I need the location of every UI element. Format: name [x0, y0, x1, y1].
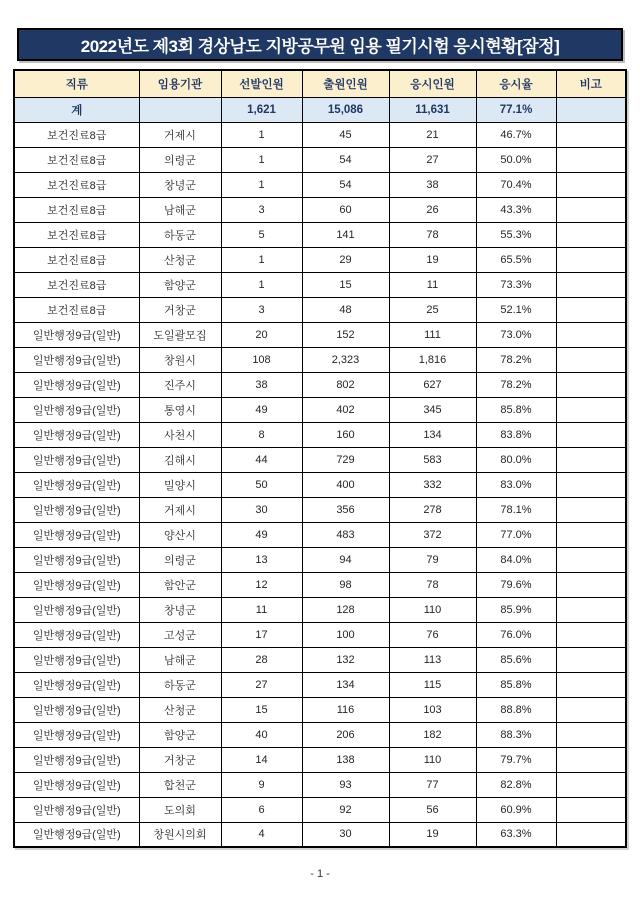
- cell-category: 일반행정9급(일반): [14, 572, 139, 597]
- cell-note: [556, 372, 626, 397]
- cell-agency: 고성군: [139, 622, 221, 647]
- cell-note: [556, 472, 626, 497]
- cell-rate: 63.3%: [476, 822, 556, 847]
- cell-note: [556, 647, 626, 672]
- cell-note: [556, 197, 626, 222]
- cell-rate: 83.8%: [476, 422, 556, 447]
- cell-category: 일반행정9급(일반): [14, 447, 139, 472]
- cell-agency: 도일괄모집: [139, 322, 221, 347]
- cell-category: 일반행정9급(일반): [14, 522, 139, 547]
- cell-agency: 산청군: [139, 697, 221, 722]
- cell-applied: 141: [302, 222, 389, 247]
- table-header-row: [14, 70, 626, 97]
- cell-attended: 27: [389, 147, 476, 172]
- cell-note: [556, 297, 626, 322]
- cell-applied: 29: [302, 247, 389, 272]
- cell-note: [556, 772, 626, 797]
- cell-selected: 27: [221, 672, 302, 697]
- cell-applied: 206: [302, 722, 389, 747]
- cell-applied: 100: [302, 622, 389, 647]
- cell-note: [556, 247, 626, 272]
- cell-selected: 1: [221, 247, 302, 272]
- total-row: [14, 97, 626, 122]
- cell-note: [556, 347, 626, 372]
- cell-selected: 5: [221, 222, 302, 247]
- cell-category: 보건진료8급: [14, 272, 139, 297]
- cell-category: 일반행정9급(일반): [14, 347, 139, 372]
- cell-agency: 하동군: [139, 222, 221, 247]
- cell-selected: 49: [221, 522, 302, 547]
- table-row: [14, 247, 626, 272]
- cell-category: 일반행정9급(일반): [14, 597, 139, 622]
- cell-rate: 46.7%: [476, 122, 556, 147]
- cell-rate: 52.1%: [476, 297, 556, 322]
- cell-attended: 79: [389, 547, 476, 572]
- cell-applied: 30: [302, 822, 389, 847]
- table-row: [14, 122, 626, 147]
- cell-attended: 38: [389, 172, 476, 197]
- cell-applied: 54: [302, 147, 389, 172]
- column-header-note: 비고: [556, 70, 626, 97]
- cell-note: [556, 672, 626, 697]
- cell-rate: 73.0%: [476, 322, 556, 347]
- table-row: [14, 772, 626, 797]
- cell-agency: 사천시: [139, 422, 221, 447]
- cell-attended: 583: [389, 447, 476, 472]
- cell-rate: 88.3%: [476, 722, 556, 747]
- cell-agency: 하동군: [139, 672, 221, 697]
- cell-category: 일반행정9급(일반): [14, 622, 139, 647]
- cell-attended: 77: [389, 772, 476, 797]
- table-row: [14, 322, 626, 347]
- cell-applied: 152: [302, 322, 389, 347]
- cell-note: [556, 697, 626, 722]
- cell-rate: 78.1%: [476, 497, 556, 522]
- cell-selected: 4: [221, 822, 302, 847]
- cell-rate: 78.2%: [476, 347, 556, 372]
- cell-rate: 84.0%: [476, 547, 556, 572]
- cell-attended: 25: [389, 297, 476, 322]
- cell-applied: 132: [302, 647, 389, 672]
- cell-attended: 113: [389, 647, 476, 672]
- cell-agency: 창원시의회: [139, 822, 221, 847]
- cell-attended: 78: [389, 222, 476, 247]
- total-cell-attended: 11,631: [389, 97, 476, 122]
- cell-agency: 통영시: [139, 397, 221, 422]
- cell-selected: 40: [221, 722, 302, 747]
- cell-rate: 80.0%: [476, 447, 556, 472]
- cell-rate: 82.8%: [476, 772, 556, 797]
- table-row: [14, 497, 626, 522]
- cell-selected: 1: [221, 272, 302, 297]
- total-cell-applied: 15,086: [302, 97, 389, 122]
- total-cell-note: [556, 97, 626, 122]
- cell-category: 일반행정9급(일반): [14, 472, 139, 497]
- cell-agency: 창원시: [139, 347, 221, 372]
- cell-applied: 134: [302, 672, 389, 697]
- cell-rate: 50.0%: [476, 147, 556, 172]
- cell-agency: 밀양시: [139, 472, 221, 497]
- cell-note: [556, 147, 626, 172]
- cell-category: 일반행정9급(일반): [14, 722, 139, 747]
- cell-agency: 의령군: [139, 547, 221, 572]
- cell-note: [556, 597, 626, 622]
- cell-applied: 48: [302, 297, 389, 322]
- table-row: [14, 172, 626, 197]
- cell-agency: 거제시: [139, 122, 221, 147]
- cell-note: [556, 572, 626, 597]
- column-header-attended: 응시인원: [389, 70, 476, 97]
- cell-rate: 85.8%: [476, 397, 556, 422]
- cell-applied: 356: [302, 497, 389, 522]
- cell-selected: 30: [221, 497, 302, 522]
- cell-attended: 110: [389, 747, 476, 772]
- cell-note: [556, 747, 626, 772]
- cell-agency: 양산시: [139, 522, 221, 547]
- cell-category: 일반행정9급(일반): [14, 497, 139, 522]
- cell-category: 일반행정9급(일반): [14, 422, 139, 447]
- cell-category: 일반행정9급(일반): [14, 397, 139, 422]
- cell-selected: 50: [221, 472, 302, 497]
- cell-rate: 85.8%: [476, 672, 556, 697]
- cell-note: [556, 222, 626, 247]
- cell-category: 일반행정9급(일반): [14, 772, 139, 797]
- cell-applied: 98: [302, 572, 389, 597]
- cell-agency: 남해군: [139, 647, 221, 672]
- cell-agency: 창녕군: [139, 172, 221, 197]
- cell-selected: 6: [221, 797, 302, 822]
- cell-category: 일반행정9급(일반): [14, 372, 139, 397]
- column-header-applied: 출원인원: [302, 70, 389, 97]
- cell-category: 보건진료8급: [14, 297, 139, 322]
- table-row: [14, 297, 626, 322]
- table-row: [14, 597, 626, 622]
- cell-rate: 85.6%: [476, 647, 556, 672]
- cell-rate: 76.0%: [476, 622, 556, 647]
- cell-selected: 17: [221, 622, 302, 647]
- cell-selected: 1: [221, 122, 302, 147]
- cell-selected: 8: [221, 422, 302, 447]
- cell-attended: 76: [389, 622, 476, 647]
- cell-applied: 400: [302, 472, 389, 497]
- cell-agency: 거창군: [139, 297, 221, 322]
- cell-selected: 12: [221, 572, 302, 597]
- cell-applied: 160: [302, 422, 389, 447]
- cell-rate: 70.4%: [476, 172, 556, 197]
- total-cell-agency: [139, 97, 221, 122]
- cell-attended: 11: [389, 272, 476, 297]
- cell-category: 일반행정9급(일반): [14, 322, 139, 347]
- cell-selected: 38: [221, 372, 302, 397]
- cell-category: 보건진료8급: [14, 147, 139, 172]
- cell-rate: 73.3%: [476, 272, 556, 297]
- table-row: [14, 572, 626, 597]
- table-row: [14, 797, 626, 822]
- cell-applied: 93: [302, 772, 389, 797]
- cell-note: [556, 422, 626, 447]
- cell-agency: 함안군: [139, 572, 221, 597]
- cell-applied: 94: [302, 547, 389, 572]
- table-row: [14, 672, 626, 697]
- cell-applied: 483: [302, 522, 389, 547]
- cell-rate: 78.2%: [476, 372, 556, 397]
- cell-applied: 45: [302, 122, 389, 147]
- table-row: [14, 622, 626, 647]
- cell-attended: 182: [389, 722, 476, 747]
- cell-rate: 88.8%: [476, 697, 556, 722]
- total-cell-selected: 1,621: [221, 97, 302, 122]
- cell-category: 일반행정9급(일반): [14, 747, 139, 772]
- table-row: [14, 397, 626, 422]
- cell-applied: 15: [302, 272, 389, 297]
- cell-attended: 115: [389, 672, 476, 697]
- table-row: [14, 372, 626, 397]
- cell-selected: 1: [221, 172, 302, 197]
- cell-applied: 2,323: [302, 347, 389, 372]
- cell-selected: 28: [221, 647, 302, 672]
- cell-note: [556, 622, 626, 647]
- cell-note: [556, 122, 626, 147]
- cell-note: [556, 497, 626, 522]
- cell-applied: 54: [302, 172, 389, 197]
- cell-selected: 13: [221, 547, 302, 572]
- cell-attended: 21: [389, 122, 476, 147]
- cell-selected: 3: [221, 297, 302, 322]
- cell-category: 보건진료8급: [14, 172, 139, 197]
- cell-selected: 20: [221, 322, 302, 347]
- total-cell-category: 계: [14, 97, 139, 122]
- cell-agency: 창녕군: [139, 597, 221, 622]
- total-cell-rate: 77.1%: [476, 97, 556, 122]
- cell-applied: 138: [302, 747, 389, 772]
- cell-rate: 65.5%: [476, 247, 556, 272]
- cell-category: 일반행정9급(일반): [14, 797, 139, 822]
- cell-category: 보건진료8급: [14, 197, 139, 222]
- cell-rate: 55.3%: [476, 222, 556, 247]
- cell-note: [556, 397, 626, 422]
- cell-attended: 345: [389, 397, 476, 422]
- cell-agency: 도의회: [139, 797, 221, 822]
- cell-category: 일반행정9급(일반): [14, 697, 139, 722]
- table-row: [14, 647, 626, 672]
- cell-agency: 함양군: [139, 722, 221, 747]
- table-row: [14, 722, 626, 747]
- cell-agency: 거제시: [139, 497, 221, 522]
- cell-note: [556, 447, 626, 472]
- cell-attended: 26: [389, 197, 476, 222]
- cell-selected: 1: [221, 147, 302, 172]
- cell-attended: 372: [389, 522, 476, 547]
- table-row: [14, 222, 626, 247]
- cell-attended: 78: [389, 572, 476, 597]
- table-row: [14, 272, 626, 297]
- cell-category: 보건진료8급: [14, 247, 139, 272]
- cell-agency: 함양군: [139, 272, 221, 297]
- cell-agency: 남해군: [139, 197, 221, 222]
- table-row: [14, 822, 626, 847]
- cell-attended: 103: [389, 697, 476, 722]
- table-row: [14, 747, 626, 772]
- cell-attended: 56: [389, 797, 476, 822]
- cell-rate: 85.9%: [476, 597, 556, 622]
- cell-agency: 진주시: [139, 372, 221, 397]
- cell-applied: 802: [302, 372, 389, 397]
- cell-rate: 60.9%: [476, 797, 556, 822]
- cell-note: [556, 547, 626, 572]
- table-row: [14, 447, 626, 472]
- cell-note: [556, 797, 626, 822]
- cell-agency: 김해시: [139, 447, 221, 472]
- column-header-rate: 응시율: [476, 70, 556, 97]
- cell-category: 일반행정9급(일반): [14, 672, 139, 697]
- cell-selected: 9: [221, 772, 302, 797]
- cell-note: [556, 172, 626, 197]
- cell-applied: 116: [302, 697, 389, 722]
- cell-attended: 332: [389, 472, 476, 497]
- table-row: [14, 197, 626, 222]
- cell-attended: 134: [389, 422, 476, 447]
- cell-applied: 92: [302, 797, 389, 822]
- cell-attended: 110: [389, 597, 476, 622]
- cell-selected: 15: [221, 697, 302, 722]
- table-row: [14, 522, 626, 547]
- document-title: 2022년도 제3회 경상남도 지방공무원 임용 필기시험 응시현황[잠정]: [17, 28, 623, 61]
- cell-rate: 79.7%: [476, 747, 556, 772]
- table-row: [14, 547, 626, 572]
- cell-category: 보건진료8급: [14, 222, 139, 247]
- cell-agency: 거창군: [139, 747, 221, 772]
- cell-attended: 1,816: [389, 347, 476, 372]
- cell-applied: 729: [302, 447, 389, 472]
- cell-applied: 60: [302, 197, 389, 222]
- cell-note: [556, 822, 626, 847]
- cell-category: 일반행정9급(일반): [14, 547, 139, 572]
- cell-attended: 627: [389, 372, 476, 397]
- cell-agency: 합천군: [139, 772, 221, 797]
- cell-attended: 19: [389, 822, 476, 847]
- cell-agency: 산청군: [139, 247, 221, 272]
- cell-selected: 11: [221, 597, 302, 622]
- cell-rate: 77.0%: [476, 522, 556, 547]
- cell-note: [556, 722, 626, 747]
- table-row: [14, 347, 626, 372]
- table-row: [14, 422, 626, 447]
- table-row: [14, 147, 626, 172]
- cell-selected: 44: [221, 447, 302, 472]
- cell-applied: 402: [302, 397, 389, 422]
- cell-rate: 83.0%: [476, 472, 556, 497]
- column-header-agency: 임용기관: [139, 70, 221, 97]
- cell-category: 일반행정9급(일반): [14, 822, 139, 847]
- cell-selected: 49: [221, 397, 302, 422]
- cell-attended: 278: [389, 497, 476, 522]
- cell-category: 보건진료8급: [14, 122, 139, 147]
- cell-category: 일반행정9급(일반): [14, 647, 139, 672]
- table-row: [14, 697, 626, 722]
- cell-selected: 3: [221, 197, 302, 222]
- column-header-category: 직류: [14, 70, 139, 97]
- cell-agency: 의령군: [139, 147, 221, 172]
- cell-note: [556, 322, 626, 347]
- page-number: - 1 -: [310, 868, 330, 880]
- cell-attended: 111: [389, 322, 476, 347]
- cell-selected: 14: [221, 747, 302, 772]
- cell-applied: 128: [302, 597, 389, 622]
- table-row: [14, 472, 626, 497]
- cell-attended: 19: [389, 247, 476, 272]
- cell-rate: 43.3%: [476, 197, 556, 222]
- cell-rate: 79.6%: [476, 572, 556, 597]
- cell-note: [556, 522, 626, 547]
- exam-status-table: [13, 69, 627, 848]
- cell-note: [556, 272, 626, 297]
- column-header-selected: 선발인원: [221, 70, 302, 97]
- cell-selected: 108: [221, 347, 302, 372]
